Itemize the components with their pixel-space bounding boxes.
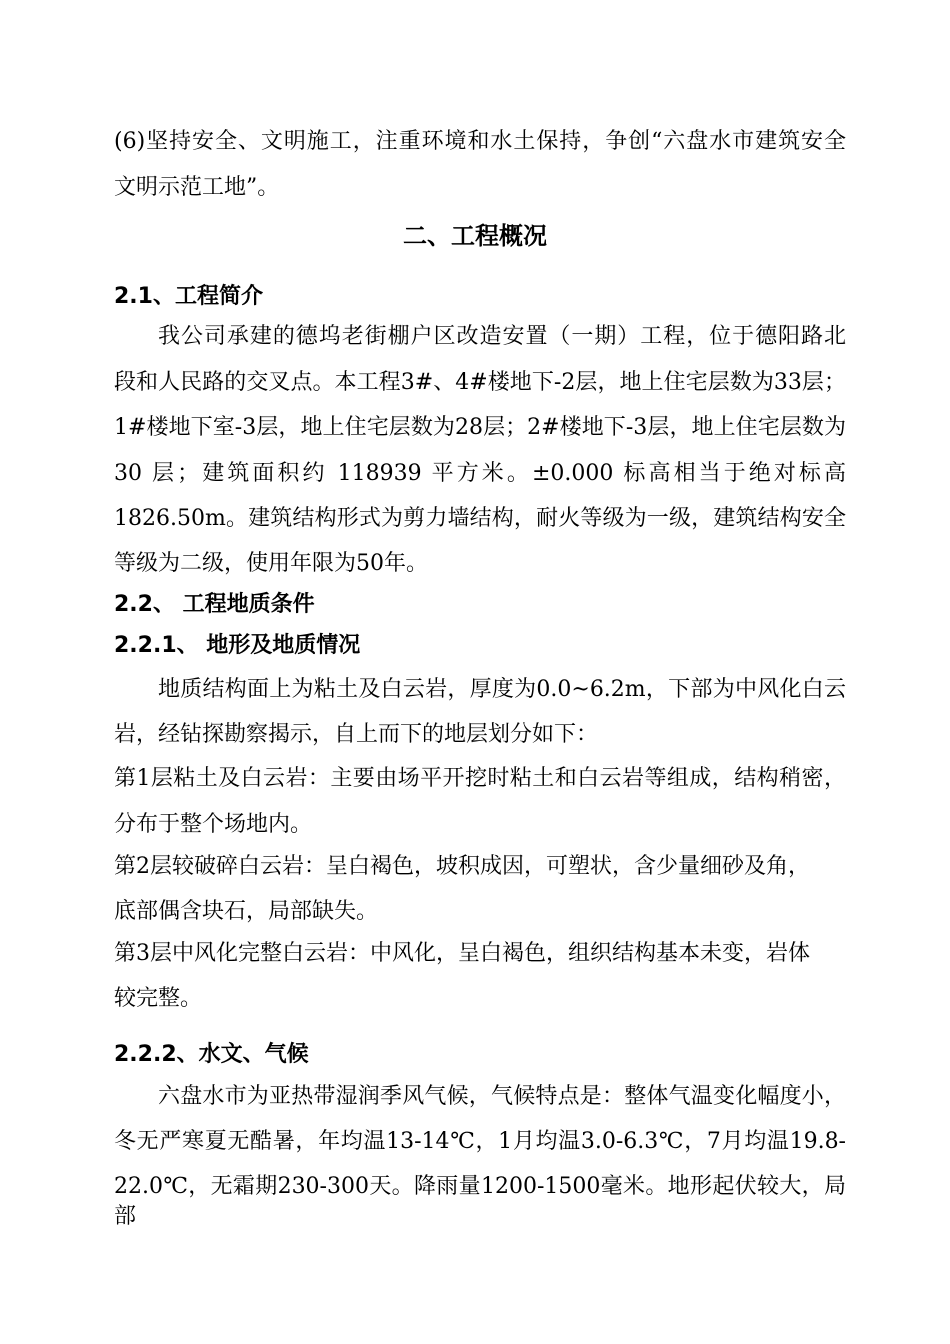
paragraph-line: 段和人民路的交叉点。本工程3#、4#楼地下-2层，地上住宅层数为33层； xyxy=(114,370,846,395)
section-heading-2-2-2: 2.2.2、水文、气候 xyxy=(114,1042,309,1067)
paragraph-line: 我公司承建的德坞老街棚户区改造安置（一期）工程，位于德阳路北 xyxy=(158,324,846,349)
section-heading-2-2: 2.2、 工程地质条件 xyxy=(114,592,315,617)
section-heading-2-1: 2.1、工程简介 xyxy=(114,284,263,309)
paragraph-line: 冬无严寒夏无酷暑，年均温13-14℃，1月均温3.0-6.3℃，7月均温19.8- xyxy=(114,1129,846,1154)
paragraph-line: 1826.50m。建筑结构形式为剪力墙结构，耐火等级为一级，建筑结构安全 xyxy=(114,506,846,531)
paragraph-line: 岩，经钻探勘察揭示，自上而下的地层划分如下： xyxy=(114,722,599,747)
paragraph-line: 1#楼地下室-3层，地上住宅层数为28层；2#楼地下-3层，地上住宅层数为 xyxy=(114,415,846,440)
paragraph-line: 30 层；建筑面积约 118939 平方米。±0.000 标高相当于绝对标高 xyxy=(114,461,846,486)
chapter-title: 二、工程概况 xyxy=(403,222,547,250)
paragraph-line: 六盘水市为亚热带湿润季风气候，气候特点是：整体气温变化幅度小， xyxy=(158,1084,846,1109)
paragraph-line: 第1层粘土及白云岩：主要由场平开挖时粘土和白云岩等组成，结构稍密， xyxy=(114,766,846,791)
section-heading-2-2-1: 2.2.1、 地形及地质情况 xyxy=(114,633,361,658)
paragraph-line: 第2层较破碎白云岩：呈白褐色，坡积成因，可塑状，含少量细砂及角， xyxy=(114,854,810,879)
intro-line-1: (6)坚持安全、文明施工，注重环境和水土保持，争创“六盘水市建筑安全 xyxy=(114,129,846,154)
paragraph-line: 第3层中风化完整白云岩：中风化，呈白褐色，组织结构基本未变，岩体 xyxy=(114,941,810,966)
paragraph-line: 22.0℃，无霜期230-300天。降雨量1200-1500毫米。地形起伏较大，局部 xyxy=(114,1174,846,1229)
paragraph-line: 地质结构面上为粘土及白云岩，厚度为0.0~6.2m，下部为中风化白云 xyxy=(158,677,846,702)
intro-line-2: 文明示范工地”。 xyxy=(114,175,280,200)
paragraph-line: 较完整。 xyxy=(114,986,203,1011)
paragraph-line: 等级为二级，使用年限为50年。 xyxy=(114,551,428,576)
paragraph-line: 分布于整个场地内。 xyxy=(114,812,313,837)
paragraph-line: 底部偶含块石，局部缺失。 xyxy=(114,899,379,924)
